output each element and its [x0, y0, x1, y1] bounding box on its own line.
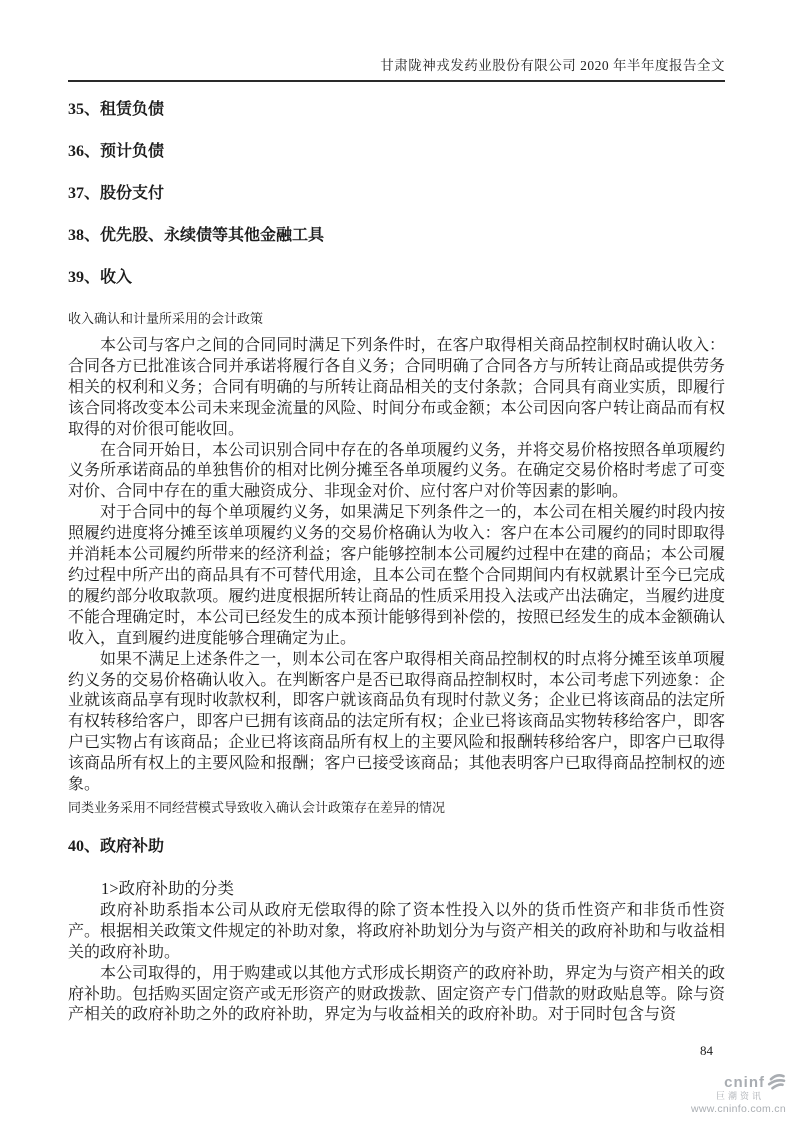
document-body: [68, 101, 725, 1026]
grants-classification-item: 1>政府补助的分类: [101, 878, 235, 898]
page-number: 84: [700, 1043, 713, 1058]
revenue-difference-caption: 同类业务采用不同经营模式导致收入确认会计政策存在差异的情况: [68, 799, 446, 815]
cninfo-watermark: [691, 1074, 786, 1115]
cninfo-brand-text: cninf: [724, 1073, 765, 1091]
grants-paragraph-2: 本公司取得的，用于购建或以其他方式形成长期资产的政府补助，界定为与资产相关的政府补助。包括购买固定资产或无形资产的财政拨款、固定资产专门借款的财政贴息等。除与资产相关的政府补助之外的政府补助，界定为与收益相关的政府补助。对于同时包含与资: [68, 964, 725, 1024]
revenue-paragraph-3: 对于合同中的每个单项履约义务，如果满足下列条件之一的，本公司在相关履约时段内按照履约进度将分摊至该单项履约义务的交易价格确认为收入：客户在本公司履约的同时即取得并消耗本公司履约所带来的经济利益；客户能够控制本公司履约过程中在建的商品；本公司履约过程中所产出的商品具有不可替代用途，且本公司在整个合同期间内有权就累计至今已完成的履约部分收取款项。履约进度根据所转让商品的性质采用投入法或产出法确定，当履约进度不能合理确定时，本公司已经发生的成本预计能够得到补偿的，按照已经发生的成本金额确认收入，直到履约进度能够合理确定为止。: [68, 504, 725, 647]
revenue-paragraph-1: 本公司与客户之间的合同同时满足下列条件时，在客户取得相关商品控制权时确认收入：合同各方已批准该合同并承诺将履行各自义务；合同明确了合同各方与所转让商品或提供劳务相关的权利和义务；合同有明确的与所转让商品相关的支付条款；合同具有商业实质，即履行该合同将改变本公司未来现金流量的风险、时间分布或金额；本公司因向客户转让商品而有权取得的对价很可能收回。: [68, 337, 725, 438]
heading-37-share-based-payment: 37、股份支付: [68, 185, 165, 202]
heading-35-lease-liabilities: 35、租赁负债: [68, 101, 165, 118]
revenue-policy-caption: 收入确认和计量所采用的会计政策: [68, 311, 264, 326]
cninfo-logo-icon: [767, 1074, 786, 1090]
grants-paragraph-1: 政府补助系指本公司从政府无偿取得的除了资本性投入以外的货币性资产和非货币性资产。根据相关政策文件规定的补助对象，将政府补助划分为与资产相关的政府补助和与收益相关的政府补助。: [68, 901, 725, 961]
page-header: [68, 0, 725, 82]
revenue-paragraph-2: 在合同开始日，本公司识别合同中存在的各单项履约义务，并将交易价格按照各单项履约义务所承诺商品的单独售价的相对比例分摊至各单项履约义务。在确定交易价格时考虑了可变对价、合同中存在的重大融资成分、非现金对价、应付客户对价等因素的影响。: [68, 441, 725, 501]
heading-36-provisions: 36、预计负债: [68, 143, 165, 160]
report-header-title: 甘肃陇神戎发药业股份有限公司 2020 年半年度报告全文: [380, 58, 725, 73]
heading-39-revenue: 39、收入: [68, 269, 133, 286]
cninfo-url: www.cninfo.com.cn: [691, 1103, 786, 1115]
heading-40-government-grants: 40、政府补助: [68, 837, 165, 855]
cninfo-brand-row: [691, 1074, 786, 1090]
revenue-paragraph-4: 如果不满足上述条件之一，则本公司在客户取得相关商品控制权的时点将分摊至该单项履约义务的交易价格确认收入。在判断客户是否已取得商品控制权时，本公司考虑下列迹象：企业就该商品享有现时收款权利，即客户就该商品负有现时付款义务；企业已将该商品的法定所有权转移给客户，即客户已拥有该商品的法定所有权；企业已将该商品实物转移给客户，即客户已实物占有该商品；企业已将该商品所有权上的主要风险和报酬转移给客户，即客户已取得该商品所有权上的主要风险和报酬；客户已接受该商品；其他表明客户已取得商品控制权的迹象。: [68, 650, 725, 794]
cninfo-brand-chinese: 巨潮资讯: [715, 1091, 764, 1101]
heading-38-preferred-shares-perpetual-bonds: 38、优先股、永续债等其他金融工具: [68, 227, 325, 244]
